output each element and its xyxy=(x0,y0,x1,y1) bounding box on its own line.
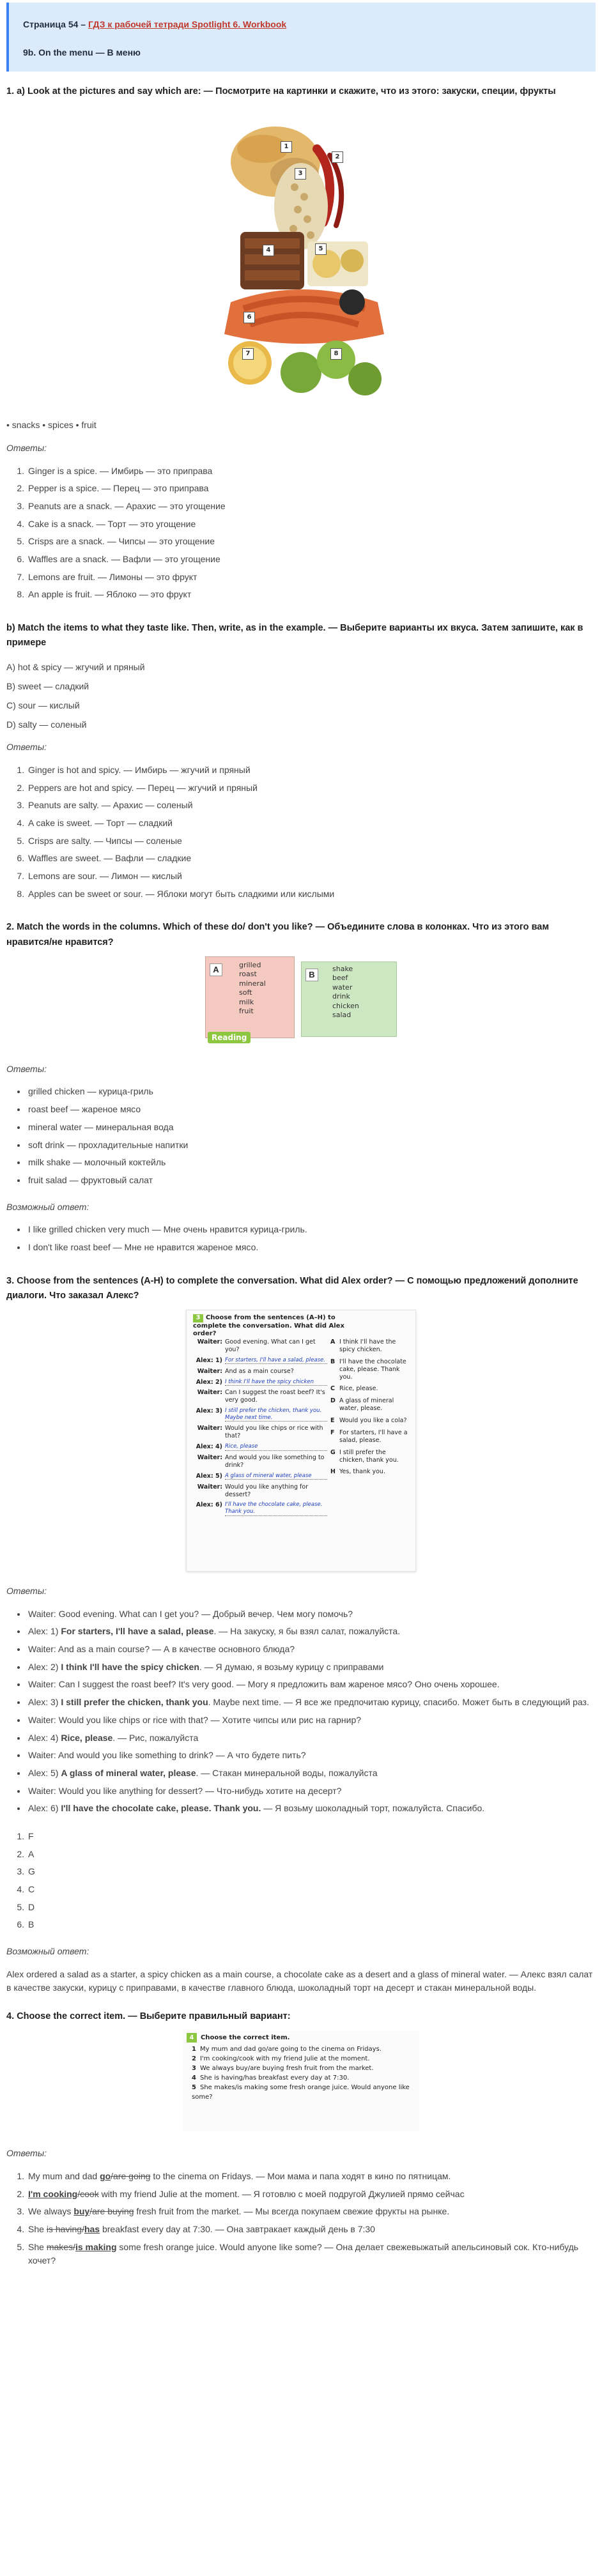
speaker: Waiter: xyxy=(197,1338,222,1346)
column-word: roast xyxy=(239,970,257,979)
answer-text: She xyxy=(28,2224,47,2235)
dialog-option xyxy=(330,1449,410,1464)
dialog-text: . — Рис, пожалуйста xyxy=(112,1732,199,1743)
item-number: 1 xyxy=(192,2046,196,2053)
dialog-text: . Maybe next time. — Я все же предпочитаю курицу, спасибо. Может быть в следующий раз. xyxy=(208,1697,589,1708)
list-item: • roast beef — жареное мясо xyxy=(27,1103,596,1117)
answer-text: We always xyxy=(28,2206,74,2217)
column-b xyxy=(301,962,397,1037)
choose-figure-item xyxy=(192,2054,419,2064)
task-2-title: 2. Match the words in the columns. Which of these do/ don't you like? — Объедините слова в колонках. Что из этого вам нравится/не нравится? xyxy=(6,922,550,947)
list-item xyxy=(27,1643,596,1657)
dialog-line xyxy=(193,1473,327,1480)
workbook-link[interactable]: ГДЗ к рабочей тетради Spotlight 6. Workbook xyxy=(88,19,287,29)
dialog-line xyxy=(193,1379,327,1386)
list-item xyxy=(27,1731,596,1745)
dialog-answer-bold: I still prefer the chicken, thank you xyxy=(61,1697,208,1708)
lesson-title: 9b. On the menu — В меню xyxy=(23,47,141,57)
column-a xyxy=(205,956,295,1038)
line-text: Good evening. What can I get you? xyxy=(225,1338,316,1353)
figure-badge-1: 1 xyxy=(281,141,292,153)
task-2-possible xyxy=(27,1223,596,1254)
list-item xyxy=(27,1767,596,1781)
list-item: 7. Lemons are sour. — Лимон — кислый xyxy=(27,870,596,884)
figure-badge-8: 8 xyxy=(330,348,342,360)
speaker: Waiter: xyxy=(197,1367,222,1375)
dialog-answer-bold: For starters, I'll have a salad, please xyxy=(61,1626,214,1637)
answer-text: fresh fruit from the market. — Мы всегда покупаем свежие фрукты на рынке. xyxy=(134,2206,450,2217)
wrong-choice: is having/ xyxy=(46,2224,84,2235)
dialog-text: . — Я думаю, я возьму курицу с приправами xyxy=(199,1661,384,1672)
figure-badge-2: 2 xyxy=(332,151,343,163)
item-number: 2 xyxy=(192,2055,196,2063)
choose-figure-title-text: Choose the correct item. xyxy=(201,2034,290,2042)
list-item xyxy=(27,2188,596,2202)
handwritten-answer: A glass of mineral water, please xyxy=(225,1473,327,1480)
possible-answer-label: Возможный ответ: xyxy=(6,1201,89,1212)
dialog-option xyxy=(330,1338,410,1354)
list-item: • milk shake — молочный коктейль xyxy=(27,1156,596,1170)
line-text: Can I suggest the roast beef? It's very good. xyxy=(225,1389,325,1404)
option-text: I'll have the chocolate cake, please. Thank you. xyxy=(339,1358,406,1381)
list-item: 3. G xyxy=(27,1865,596,1879)
option-letter: D xyxy=(330,1397,336,1405)
dialog-text: Waiter: Would you like anything for dessert? — Что-нибудь хотите на десерт? xyxy=(28,1785,342,1796)
option-letter: G xyxy=(330,1448,336,1456)
taste-options xyxy=(6,661,596,732)
answer-text: to the cinema on Fridays. — Мои мама и папа ходят в кино по пятницам. xyxy=(150,2171,451,2181)
food-illustration-svg xyxy=(205,111,397,404)
column-a-letter: A xyxy=(210,963,222,976)
dialog-card xyxy=(186,1310,416,1572)
page-header xyxy=(6,3,596,72)
list-item xyxy=(27,1696,596,1710)
handwritten-answer: I still prefer the chicken, thank you. Maybe next time. xyxy=(225,1407,327,1422)
item-text: My mum and dad go/are going to the cinema on Fridays. xyxy=(199,2046,382,2053)
figure-badge-3: 3 xyxy=(295,168,306,180)
choose-figure-item xyxy=(192,2073,419,2083)
task-1b-answers xyxy=(27,763,596,901)
column-word: beef xyxy=(332,974,348,983)
list-item: 8. An apple is fruit. — Яблоко — это фрукт xyxy=(27,588,596,602)
correct-choice: go xyxy=(100,2171,111,2181)
dialog-text: Alex: 2) xyxy=(28,1661,61,1672)
dialog-figure-title-text: Choose from the sentences (A–H) to complete the conversation. What did Alex order? xyxy=(193,1314,344,1337)
column-word: chicken xyxy=(332,1001,359,1010)
page xyxy=(0,3,602,2268)
column-word: water xyxy=(332,983,353,992)
list-item: • fruit salad — фруктовый салат xyxy=(27,1174,596,1188)
item-number: 5 xyxy=(192,2084,196,2092)
speaker: Waiter: xyxy=(197,1389,222,1397)
dialog-text: Alex: 3) xyxy=(28,1697,61,1708)
item-number: 3 xyxy=(192,2065,196,2073)
answer-text: breakfast every day at 7:30. — Она завтракает каждый день в 7:30 xyxy=(100,2224,375,2235)
wrong-choice: makes/ xyxy=(46,2241,75,2252)
dialog-figure-number: 3 xyxy=(193,1314,203,1322)
task-2-answers xyxy=(27,1085,596,1187)
column-b-words xyxy=(332,965,359,1020)
list-item: 3. Peanuts are salty. — Арахис — соленый xyxy=(27,799,596,813)
option-letter: A xyxy=(330,1338,336,1346)
speaker: Alex: 6) xyxy=(196,1501,222,1509)
taste-option: A) hot & spicy — жгучий и пряный xyxy=(6,662,145,673)
list-item xyxy=(27,1713,596,1728)
list-item xyxy=(27,2170,596,2184)
list-item: 1. F xyxy=(27,1830,596,1844)
option-letter: E xyxy=(330,1417,335,1424)
dialog-line xyxy=(193,1425,327,1440)
column-word: drink xyxy=(332,992,350,1001)
list-item: 2. Pepper is a spice. — Перец — это приправа xyxy=(27,482,596,496)
handwritten-answer: I think I'll have the spicy chicken xyxy=(225,1379,327,1386)
speaker: Alex: 2) xyxy=(196,1378,222,1386)
dialog-answer-bold: I think I'll have the spicy chicken xyxy=(61,1661,199,1672)
figure-badge-5: 5 xyxy=(315,243,327,255)
option-text: I think I'll have the spicy chicken. xyxy=(339,1338,396,1353)
line-text: Would you like chips or rice with that? xyxy=(225,1425,323,1440)
handwritten-answer: I'll have the chocolate cake, please. Thank you. xyxy=(225,1501,327,1515)
correct-choice: has xyxy=(84,2224,100,2235)
dialog-line xyxy=(193,1338,327,1354)
dialog-figure-title xyxy=(193,1314,346,1338)
dialog-text: . — Стакан минеральной воды, пожалуйста xyxy=(196,1767,378,1778)
option-text: Rice, please. xyxy=(339,1385,378,1393)
column-word: fruit xyxy=(239,1007,254,1016)
handwritten-answer: For starters, I'll have a salad, please. xyxy=(225,1357,327,1365)
dialog-line xyxy=(193,1483,327,1499)
dialog-option xyxy=(330,1385,410,1393)
column-word: salad xyxy=(332,1011,351,1020)
list-item xyxy=(27,1749,596,1763)
option-text: For starters, I'll have a salad, please. xyxy=(339,1429,408,1444)
wrong-choice: /are going xyxy=(111,2171,151,2181)
dialog-text: — Я возьму шоколадный торт, пожалуйста. Спасибо. xyxy=(261,1803,485,1814)
list-item: 8. Apples can be sweet or sour. — Яблоки могут быть сладкими или кислыми xyxy=(27,887,596,901)
wrong-choice: /are buying xyxy=(89,2206,134,2217)
option-text: A glass of mineral water, please. xyxy=(339,1397,394,1413)
wrong-choice: /cook xyxy=(77,2188,99,2199)
choose-card xyxy=(183,2030,419,2131)
task-3-possible-answer: Alex ordered a salad as a starter, a spicy chicken as a main course, a chocolate cake as a desert and a glass of mineral water. — Алекс взял салат в качестве закуски, курицу с приправами, в качестве главного блюда, шоколадный торт на десерт и стакан минеральной воды. xyxy=(6,1968,593,1993)
list-item: 1. Ginger is a spice. — Имбирь — это приправа xyxy=(27,464,596,479)
option-letter: F xyxy=(330,1429,335,1436)
list-item xyxy=(27,2205,596,2219)
item-number: 4 xyxy=(192,2074,196,2082)
reading-tag: Reading xyxy=(208,1032,251,1044)
dialog-line xyxy=(193,1501,327,1515)
list-item: 5. Crisps are a snack. — Чипсы — это угощение xyxy=(27,535,596,549)
dialog-line xyxy=(193,1407,327,1422)
answer-text: with my friend Julie at the moment. — Я готовлю с моей подругой Джулией прямо сейчас xyxy=(98,2188,465,2199)
page-number-label: Страница 54 – xyxy=(23,19,88,29)
list-item: 5. D xyxy=(27,1901,596,1915)
handwritten-answer: Rice, please xyxy=(225,1443,327,1451)
option-letter: C xyxy=(330,1385,335,1393)
item-text: She makes/is making some fresh orange juice. Would anyone like some? xyxy=(192,2084,410,2101)
dialog-option xyxy=(330,1397,410,1413)
dialog-line xyxy=(193,1443,327,1451)
list-item: 6. Waffles are a snack. — Вафли — это угощение xyxy=(27,553,596,567)
speaker: Waiter: xyxy=(197,1483,222,1491)
list-item: 5. Crisps are salty. — Чипсы — соленые xyxy=(27,834,596,848)
task-3-dialog-answers xyxy=(27,1607,596,1816)
list-item: 4. A cake is sweet. — Торт — сладкий xyxy=(27,816,596,831)
dialog-options xyxy=(330,1338,410,1480)
dialog-text: Alex: 5) xyxy=(28,1767,61,1778)
column-word: soft xyxy=(239,988,252,997)
list-item xyxy=(27,1660,596,1675)
speaker: Alex: 3) xyxy=(196,1407,222,1415)
dialog-line xyxy=(193,1389,327,1404)
dialog-option xyxy=(330,1417,410,1425)
column-word: mineral xyxy=(239,979,266,988)
option-letter: H xyxy=(330,1468,336,1476)
dialog-option xyxy=(330,1429,410,1445)
list-item: 2. Peppers are hot and spicy. — Перец — жгучий и пряный xyxy=(27,781,596,795)
dialog-text: Waiter: Would you like chips or rice with that? — Хотите чипсы или рис на гарнир? xyxy=(28,1714,362,1725)
line-text: And as a main course? xyxy=(225,1367,294,1375)
dialog-figure xyxy=(186,1310,416,1572)
task-1b-title: b) Match the items to what they taste like. Then, write, as in the example. — Выберите варианты их вкуса. Затем запишите, как в примере xyxy=(6,623,583,648)
line-text: And would you like something to drink? xyxy=(225,1454,325,1469)
answers-label: Ответы: xyxy=(6,1586,47,1596)
dialog-text: . — На закуску, я бы взял салат, пожалуйста. xyxy=(213,1626,401,1637)
dialog-text: Waiter: And as a main course? — А в качестве основного блюда? xyxy=(28,1644,295,1655)
option-text: I still prefer the chicken, thank you. xyxy=(339,1448,399,1464)
dialog-line xyxy=(193,1454,327,1469)
speaker: Waiter: xyxy=(197,1425,222,1432)
task-4-title: 4. Choose the correct item. — Выберите правильный вариант: xyxy=(6,2011,291,2022)
choose-item-figure xyxy=(183,2030,419,2131)
list-item xyxy=(27,1625,596,1639)
category-list: • snacks • spices • fruit xyxy=(6,420,96,431)
list-item: 6. B xyxy=(27,1918,596,1932)
speaker: Alex: 5) xyxy=(196,1472,222,1480)
column-word: grilled xyxy=(239,960,261,969)
item-text: I'm cooking/cook with my friend Julie at the moment. xyxy=(199,2055,370,2063)
list-item: • soft drink — прохладительные напитки xyxy=(27,1138,596,1153)
speaker: Waiter: xyxy=(197,1454,222,1461)
page-breadcrumb xyxy=(23,18,582,32)
list-item xyxy=(27,1784,596,1798)
choose-figure-item xyxy=(192,2083,419,2102)
column-b-letter: B xyxy=(305,969,318,981)
list-item: 7. Lemons are fruit. — Лимоны — это фрукт xyxy=(27,571,596,585)
taste-option: C) sour — кислый xyxy=(6,700,80,710)
list-item xyxy=(27,1678,596,1692)
list-item xyxy=(27,2241,596,2268)
list-item: 4. Cake is a snack. — Торт — это угощение xyxy=(27,518,596,532)
choose-figure-item xyxy=(192,2044,419,2054)
speaker: Alex: 4) xyxy=(196,1443,222,1451)
figure-badge-6: 6 xyxy=(243,312,255,323)
choose-figure-item xyxy=(192,2064,419,2073)
answer-text: some fresh orange juice. Would anyone like some? — Она делает свежевыжатый апельсиновый сок. Кто-нибудь хочет? xyxy=(28,2241,579,2266)
dialog-line xyxy=(193,1357,327,1365)
answers-label: Ответы: xyxy=(6,742,47,753)
line-text: Would you like anything for dessert? xyxy=(225,1483,309,1498)
list-item: 4. C xyxy=(27,1883,596,1897)
answers-label: Ответы: xyxy=(6,2148,47,2159)
task-3-letter-answers xyxy=(27,1830,596,1932)
dialog-text: Waiter: Can I suggest the roast beef? It's very good. — Могу я предложить вам жареное мясо? Оно очень хорошее. xyxy=(28,1679,500,1690)
list-item xyxy=(27,1802,596,1816)
match-columns-figure xyxy=(205,956,397,1051)
dialog-answer-bold: Rice, please xyxy=(61,1732,113,1743)
answer-text: She xyxy=(28,2241,47,2252)
answers-label: Ответы: xyxy=(6,442,47,453)
item-text: She is having/has breakfast every day at 7:30. xyxy=(199,2074,350,2082)
list-item xyxy=(27,1607,596,1621)
figure-badge-4: 4 xyxy=(263,245,274,256)
dialog-text: Alex: 6) xyxy=(28,1803,61,1814)
correct-choice: is making xyxy=(75,2241,117,2252)
dialog-line xyxy=(193,1368,327,1376)
dialog-answer-bold: A glass of mineral water, please xyxy=(61,1767,196,1778)
column-word: shake xyxy=(332,964,353,973)
figure-badge-7: 7 xyxy=(242,348,254,360)
option-text: Would you like a cola? xyxy=(339,1417,407,1424)
dialog-answer-bold: I'll have the chocolate cake, please. Thank you. xyxy=(61,1803,261,1814)
column-a-words xyxy=(239,961,266,1016)
list-item: 1. Ginger is hot and spicy. — Имбирь — жгучий и пряный xyxy=(27,763,596,778)
list-item: • mineral water — минеральная вода xyxy=(27,1121,596,1135)
option-letter: B xyxy=(330,1358,336,1365)
food-illustration xyxy=(205,111,397,404)
list-item: 6. Waffles are sweet. — Вафли — сладкие xyxy=(27,852,596,866)
dialog-lines xyxy=(193,1338,327,1519)
taste-option: B) sweet — сладкий xyxy=(6,681,89,692)
list-item: • I like grilled chicken very much — Мне очень нравится курица-гриль. xyxy=(27,1223,596,1237)
list-item: 3. Peanuts are a snack. — Арахис — это угощение xyxy=(27,500,596,514)
list-item: 2. A xyxy=(27,1848,596,1862)
dialog-text: Alex: 1) xyxy=(28,1626,61,1637)
task-3-title: 3. Choose from the sentences (A-H) to complete the conversation. What did Alex order? — С помощью предложений дополните диалоги. Что заказал Алекс? xyxy=(6,1275,578,1301)
task-4-answers xyxy=(27,2170,596,2268)
dialog-option xyxy=(330,1358,410,1381)
task-1a-answers xyxy=(27,464,596,602)
task-1a-title: 1. a) Look at the pictures and say which are: — Посмотрите на картинки и скажите, что из этого: закуски, специи, фрукты xyxy=(6,86,556,96)
correct-choice: I'm cooking xyxy=(28,2188,78,2199)
dialog-text: Alex: 4) xyxy=(28,1732,61,1743)
correct-choice: buy xyxy=(73,2206,90,2217)
list-item xyxy=(27,2223,596,2237)
dialog-text: Waiter: Good evening. What can I get you? — Добрый вечер. Чем могу помочь? xyxy=(28,1608,353,1619)
item-text: We always buy/are buying fresh fruit from the market. xyxy=(199,2065,374,2073)
dialog-option xyxy=(330,1468,410,1476)
column-word: milk xyxy=(239,997,254,1006)
taste-option: D) salty — соленый xyxy=(6,719,87,730)
answers-label: Ответы: xyxy=(6,1063,47,1074)
option-text: Yes, thank you. xyxy=(339,1468,385,1476)
list-item: • I don't like roast beef — Мне не нравится жареное мясо. xyxy=(27,1241,596,1255)
choose-figure-number: 4 xyxy=(187,2033,197,2043)
possible-answer-label: Возможный ответ: xyxy=(6,1946,89,1957)
list-item: • grilled chicken — курица-гриль xyxy=(27,1085,596,1099)
speaker: Alex: 1) xyxy=(196,1356,222,1364)
answer-text: My mum and dad xyxy=(28,2171,100,2181)
dialog-text: Waiter: And would you like something to drink? — А что будете пить? xyxy=(28,1750,306,1761)
choose-figure-title xyxy=(187,2033,419,2043)
